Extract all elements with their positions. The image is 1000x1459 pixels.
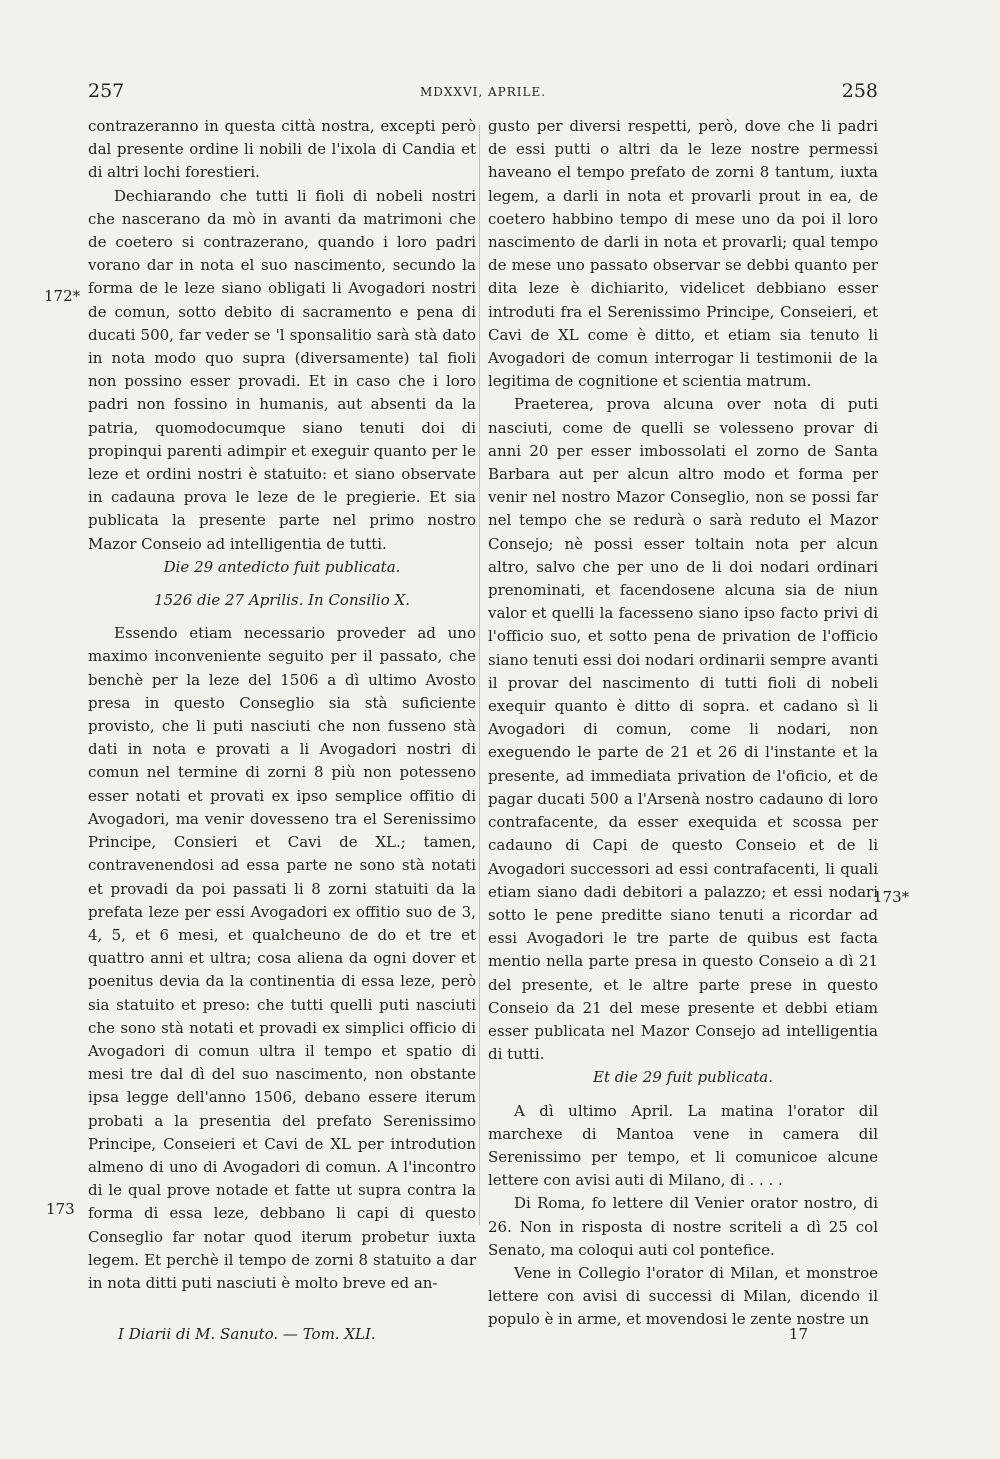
page-number-right: 258 — [841, 80, 878, 102]
page-number-left: 257 — [88, 80, 125, 102]
paragraph: contrazeranno in questa città nostra, excepti però dal presente ordine li nobili de l'ixola di Candia et di altri lochi forestieri. — [88, 117, 476, 182]
signature-number: 17 — [788, 1325, 808, 1343]
publication-note: Die 29 antedicto fuit publicata. — [163, 557, 401, 576]
left-column — [88, 115, 476, 1295]
footer-series-title: I Diarii di M. Sanuto. — Tom. XLI. — [118, 1325, 376, 1343]
margin-note-left-173: 173 — [46, 1200, 75, 1218]
page-header — [88, 80, 878, 110]
publication-note: Et die 29 fuit publicata. — [593, 1068, 773, 1087]
paragraph: Essendo etiam necessario proveder ad uno maximo inconveniente seguito per il passato, che benchè per la leze del 1506 a dì ultimo Avosto presa in questo Conseglio sia stà suficiente provisto, che li puti nasciuti che non fusseno stà dati in nota e provati a li Avogadori nostri di comun nel termine di zorni 8 più non potesseno esser notati et provati ex ipso semplice offitio di Avogadori, ma venir dovesseno tra el Serenissimo Principe, Consieri et Cavi de XL.; tamen, contravenendosi ad essa parte ne sono stà notati et provadi da poi passati li 8 zorni statuiti da la prefata leze per essi Avogadori ex offitio suo de 3, 4, 5, et 6 mesi, et qualcheuno de do et tre et quattro anni et ultra; cosa aliena da ogni dover et poenitus devia da la continentia di essa leze, però sia statuito et preso: che tutti quelli puti nasciuti che sono stà notati et provadi ex simplici officio di Avogadori di comun ultra il tempo et spatio di mesi tre dal dì del suo nascimento, non obstante ipsa legge dell'anno 1506, debano essere iterum probati a la presentia del prefato Serenissimo Principe, Conseieri et Cavi de XL per introdution almeno di uno di Avogadori di comun. A l'incontro di le qual prove notade et fatte ut supra contra la forma di essa leze, debbano li capi di questo Conseglio far notar quod iterum probetur iuxta legem. Et perchè il tempo de zorni 8 statuito a dar in nota ditti puti nasciuti è molto breve ed an- — [88, 624, 476, 1292]
running-title: MDXXVI, APRILE. — [419, 85, 547, 99]
paragraph: Praeterea, prova alcuna over nota di puti nasciuti, come de quelli se volesseno provar di anni 20 per esser imbossolati el zorno de Santa Barbara aut per alcun altro modo et forma per venir nel nostro Mazor Conseglio, non se possi far nel tempo che se redurà o sarà reduto el Mazor Consejo; nè possi esser toltain nota per alcun altro, salvo che per uno de li doi nodari ordinari prenominati, et facendosene alcuna sia de niun valor et quelli la facesseno siano ipso facto privi di l'officio suo, et sotto pena de privation de l'officio siano tenuti essi doi nodari ordinarii sempre avanti il provar del nascimento di tutti fioli di nobeli exequir quanto è ditto di sopra. et cadano sì li Avogadori di comun, come li nodari, non exeguendo le parte de 21 et 26 di l'instante et la presente, ad immediata privation de l'oficio, et de pagar ducati 500 a l'Arsenà nostro cadauno di loro contrafacente, da esser exequida et scossa per cadauno di Capi de questo Conseio et de li Avogadori successori ad essi contrafacenti, li quali etiam siano dadi debitori a palazzo; et essi nodari sotto le pene preditte siano tenuti a ricordar ad essi Avogadori le tre parte de quibus est facta mentio nella parte presa in questo Conseio a dì 21 del presente, et le altre parte prese in questo Conseio da 21 del mese presente et debbi etiam esser publicata nel Mazor Consejo ad intelligentia di tutti. — [488, 395, 878, 1064]
column-divider — [479, 125, 480, 1225]
margin-note-right-173: 173* — [873, 888, 910, 906]
margin-note-left-172: 172* — [44, 287, 81, 305]
paragraph: Di Roma, fo lettere dil Venier orator nostro, di 26. Non in risposta di nostre scriteli a dì 25 col Senato, ma coloqui auti col pontefice. — [488, 1194, 878, 1259]
paragraph: Vene in Collegio l'orator di Milan, et monstroe lettere con avisi di successi di Milan, dicendo il populo è in arme, et movendosi le zente nostre un — [488, 1263, 878, 1329]
paragraph: Dechiarando che tutti li fioli di nobeli nostri che nascerano da mò in avanti da matrimoni che de coetero si contrazerano, quando i loro padri vorano dar in nota el suo nascimento, secundo la forma de le leze siano obligati li Avogadori nostri de comun, sotto debito di sacramento e pena di ducati 500, far veder se 'l sponsalitio sarà stà dato in nota modo quo supra (diversamente) tal fioli non possino esser provadi. Et in caso che i loro padri non fossino in humanis, aut absenti da la patria, quomodocumque siano tenuti doi di propinqui parenti adimpir et exeguir quanto per le leze et ordini nostri è statuito: et siano observate in cadauna prova le leze de le pregierie. Et sia publicata la presente parte nel primo nostro Mazor Conseio ad intelligentia de tutti. — [88, 186, 476, 553]
paragraph: A dì ultimo April. La matina l'orator dil marchexe di Mantoa vene in camera dil Serenissimo per tempo, et li comunicoe alcune lettere con avisi auti di Milano, di . . . . — [488, 1101, 878, 1190]
right-column — [488, 115, 878, 1332]
paragraph: gusto per diversi respetti, però, dove che li padri de essi putti o altri da le leze nostre permessi haveano el tempo prefato de zorni 8 tantum, iuxta legem, a darli in nota et provarli prout in ea, de coetero habbino tempo di mese uno da poi il loro nascimento de darli in nota et provarli; qual tempo de mese uno passato observar se debbi quanto per dita leze è dichiarito, videlicet debbiano esser introduti fra el Serenissimo Principe, Conseieri, et Cavi de XL come è ditto, et etiam sia tenuto li Avogadori de comun interrogar li testimonii de la legitima de cognitione et scientia matrum. — [488, 117, 878, 391]
section-heading: 1526 die 27 Aprilis. In Consilio X. — [154, 591, 410, 610]
